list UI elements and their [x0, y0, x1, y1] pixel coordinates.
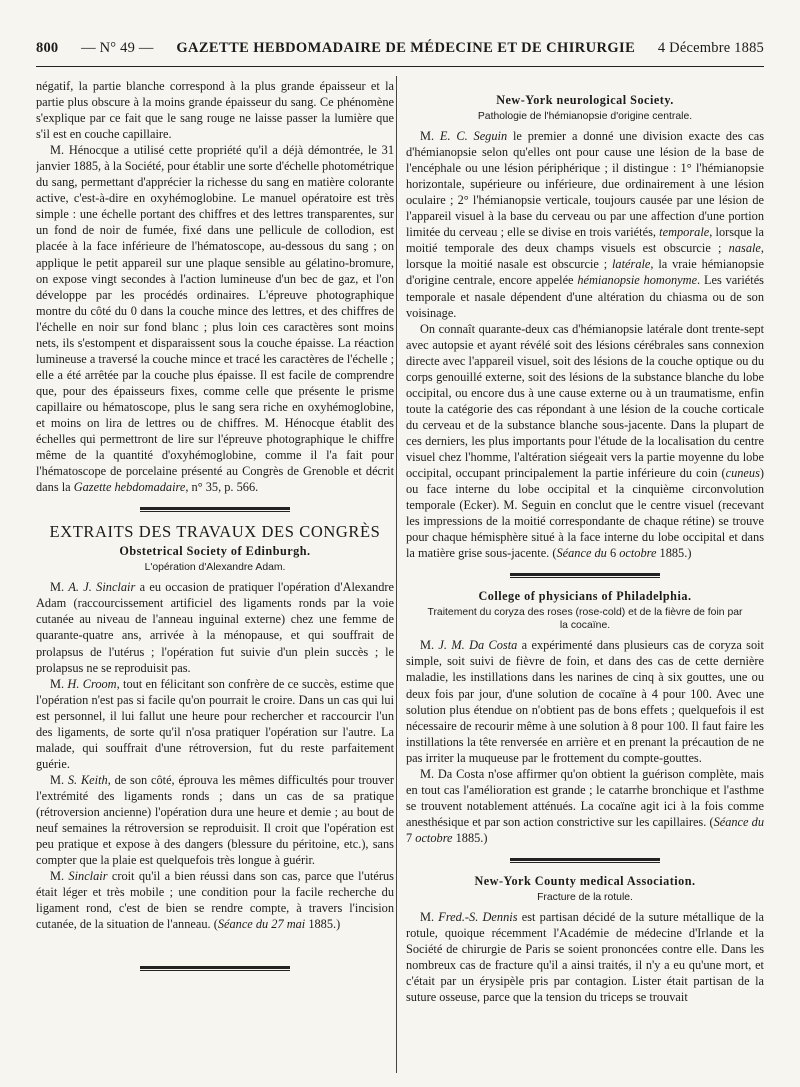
- section-separator: [510, 573, 660, 576]
- article-subtitle: L'opération d'Alexandre Adam.: [144, 562, 286, 574]
- section-title: EXTRAITS DES TRAVAUX DES CONGRÈS: [49, 522, 381, 542]
- section-separator: [140, 966, 290, 969]
- right-column: [406, 78, 764, 1073]
- society-heading: New-York County medical Association.: [474, 873, 696, 888]
- journal-title: GAZETTE HEBDOMADAIRE DE MÉDECINE ET DE CHIRURGIE: [176, 40, 636, 56]
- society-heading: New-York neurological Society.: [496, 93, 674, 107]
- article-subtitle: Traitement du coryza des roses (rose-cold) et de la fièvre de foin par la cocaïne.: [427, 607, 743, 632]
- running-header: [36, 40, 764, 64]
- column-divider: [396, 76, 397, 1073]
- society-heading: Obstetrical Society of Edinburgh.: [119, 544, 311, 559]
- paragraph: M. Da Costa n'ose affirmer qu'on obtient la guérison complète, mais en tout cas l'amélioration est grande ; le catarrhe bronchique et l'asthme se trouvent notablement atténués. La cocaïne agit ici à la fois comme anesthésique et par son action constrictive sur les capillaires. (Séance du 7 octobre 1885.): [406, 766, 764, 845]
- paragraph: M. Hénocque a utilisé cette propriété qu'il a déjà démontrée, le 31 janvier 1885, à la Société, pour établir une sorte d'échelle photométrique du sang, permettant d'apprécier la richesse du sang en matière colorante active, c'est-à-dire en oxyhémoglobine. Le manuel opératoire est très simple : une échelle portant des chiffres et des lettres transparentes, sur un fond de noir de fumée, fixé dans une pellicule de collodion, est placée à la face inférieure de l'hématoscope, au-dessous du sang ; on applique le petit appareil sur une plaque sensible au gélatino-bromure, on expose vingt secondes à l'action lumineuse d'un bec de gaz, et l'on développe par les procédés ordinaires. L'épreuve photographique montre du côté du 0 dans la couche mince des lettres, et des chiffres de l'échelle en noir sur fond blanc ; plus loin ces caractères sont moins nets, ils s'estompent et disparaissent sous la couche épaisse. La réaction lumineuse a traversé la couche mince et tracé les caractères de l'échelle ; elle a été arrêtée par la couche plus épaisse. Il est facile de comprendre que, pour des épaisseurs fixes, comme celle que présente le prisme capillaire ou hématoscope, plus le sang sera riche en oxyhémoglobine, et moins on lira de lettres ou de chiffres. M. Hénocque établit des échelles qui permettront de lire sur l'épreuve photographique le chiffre même de la quantité d'oxyhémoglobine, comme il l'a fait pour l'hématoscope de porcelaine présenté au Congrès de Grenoble et décrit dans la Gazette hebdomadaire, n° 35, p. 566.: [36, 143, 394, 495]
- article-subtitle: Pathologie de l'hémianopsie d'origine centrale.: [477, 111, 693, 123]
- paragraph: M. A. J. Sinclair a eu occasion de pratiquer l'opération d'Alexandre Adam (raccourcissement artificiel des ligaments ronds par la voie cutanée au niveau de l'anneau inguinal externe) chez une femme de quarante-quatre ans, arrivée à la ménopause, et qui souffrait de prolapsus de l'utérus ; l'opération fut suivie d'un plein succès ; le prolapsus ne se reproduisit pas.: [36, 580, 394, 675]
- page-number: 800: [36, 40, 59, 56]
- society-heading: College of physicians of Philadelphia.: [478, 589, 692, 604]
- section-separator: [510, 858, 660, 861]
- paragraph: M. Sinclair croit qu'il a bien réussi dans son cas, parce que l'utérus était léger et très mobile ; une condition pour la facile recherche du ligament rond, c'est de bien se rendre compte, à travers l'incision cutanée, de la situation de l'anneau. (Séance du 27 mai 1885.): [36, 869, 394, 932]
- issue-date: 4 Décembre 1885: [657, 40, 764, 56]
- issue-number: — N° 49 —: [81, 40, 154, 56]
- article-subtitle: Fracture de la rotule.: [537, 892, 633, 904]
- paragraph: négatif, la partie blanche correspond à la plus grande épaisseur et la partie plus obscure à la moins grande épaisseur du sang. Ce phénomène s'explique par ce fait que le sang rouge ne laisse passer la lumière que s'il est en couche capillaire.: [36, 79, 394, 142]
- paragraph: M. S. Keith, de son côté, éprouva les mêmes difficultés pour trouver l'extrémité des ligaments ronds ; dans un cas de sa pratique (rétroversion ancienne) l'opération dura une heure et demie ; au bout de neuf semaines la rétroversion se reproduisit. Il croit que l'opération est peu pratique et expose à des dangers (blessure du péritoine, etc.), sans compter que la plaie est quelquefois très longue à guérir.: [36, 772, 394, 868]
- paragraph: M. H. Croom, tout en félicitant son confrère de ce succès, estime que l'opération n'est pas si facile qu'on pourrait le croire. Dans un cas qui lui est personnel, il lui fallut une heure pour rechercher et raccourcir l'un des ligaments, de sorte qu'il n'osa pratiquer l'opération sur l'autre. La malade, qui souffrait d'une rétroversion, fut du reste parfaitement guérie.: [36, 676, 394, 771]
- section-separator: [140, 507, 290, 510]
- header-rule: [36, 66, 764, 67]
- paragraph: M. Fred.-S. Dennis est partisan décidé de la suture métallique de la rotule, quoique récemment l'Académie de médecine d'Irlande et la Société de chirurgie de Paris se soient prononcées contre elle. Dans les nombreux cas de fracture qu'il a ainsi traités, il n'y a eu qu'une mort, et c'était par un érysipèle pris par contagion. Lister était partisan de la suture osseuse, parce que la tension du triceps se trouvait: [406, 910, 764, 1005]
- paragraph: M. E. C. Seguin le premier a donné une division exacte des cas d'hémianopsie selon qu'elles ont pour cause une lésion de la base de l'encéphale ou une lésion périphérique ; il distingue : 1° l'hémianopsie horizontale, supérieure ou inférieure, due ordinairement à une lésion oculaire ; 2° l'hémianopsie verticale, toujours causée par une lésion de l'appareil visuel à la base du cerveau ou par une affection d'une portion limitée du cerveau ; elle se divise en trois variétés, temporale, lorsque la moitié temporale des deux champs visuels est obscurcie ; nasale, lorsque la moitié nasale est obscurcie ; latérale, la vraie hémianopsie d'origine centrale, encore appelée hémianopsie homonyme. Les variétés temporale et nasale dépendent d'une altération du chiasma ou de son voisinage.: [406, 129, 764, 320]
- paragraph: M. J. M. Da Costa a expérimenté dans plusieurs cas de coryza soit simple, soit suivi de fièvre de foin, et dans des cas de cette dernière maladie, les instillations dans les narines de cinq à six gouttes, une ou deux fois par jour, d'une solution de cocaïne à 4 pour 100. Avec une solution plus étendue on n'obtient pas de bons effets ; quelquefois il est nécessaire de recourir même à une solution à 8 pour 100. Il faut faire les instillations la tête renversée en arrière et en prenant la précaution de ne pas irriter la muqueuse par le frottement du compte-gouttes.: [406, 638, 764, 765]
- left-column: [36, 78, 394, 1073]
- paragraph: On connaît quarante-deux cas d'hémianopsie latérale dont trente-sept avec autopsie et ayant révélé soit des lésions cérébrales sans connexion directe avec l'appareil visuel, soit des lésions de la couche optique ou du corps genouillé externe, soit des lésions de la substance blanche du lobe occipital, ou encore dus à une cause externe ou à un traumatisme, enfin toute la catégorie des cas répondant à une lésion de la couche corticale du cerveau et de la substance blanche sous-jacente. Dans la plupart de ces derniers, les plus importants pour l'étude de la localisation du centre visuel chez l'homme, l'altération siégeait vers la partie moyenne du lobe occipital, occupant principalement la partie inférieure du coin (cuneus) ou face interne du lobe occipital et la cinquième circonvolution temporale (Ecker). M. Seguin en conclut que le centre visuel (recevant les impressions de la moitié correspondante de chaque rétine) se trouve pour chaque hémisphère situé à la face interne du lobe occipital et dans la matière grise sous-jacente. (Séance du 6 octobre 1885.): [406, 321, 764, 561]
